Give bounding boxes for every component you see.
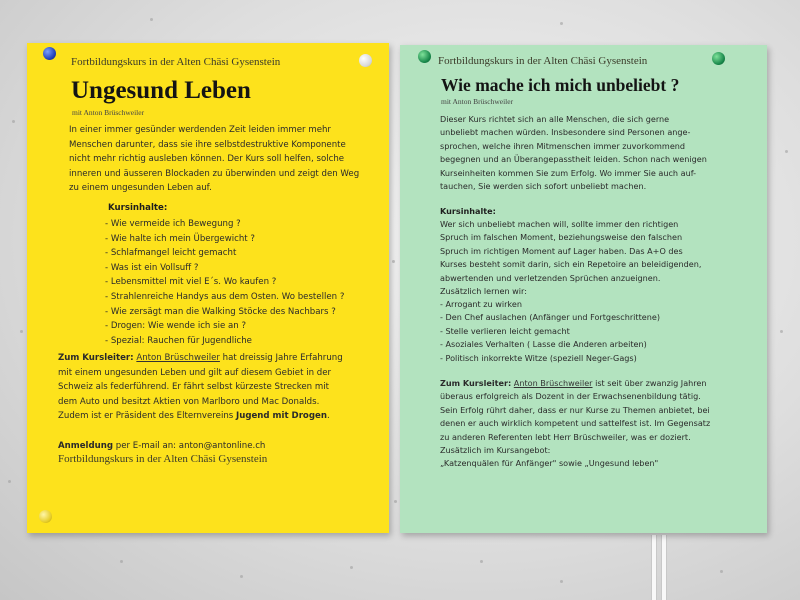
contents-list bbox=[440, 298, 660, 365]
leader-line: dem Auto und besitzt Aktien von Marlboro und Mac Donalds. bbox=[58, 396, 320, 407]
contents-line: Zusätzlich lernen wir: bbox=[440, 286, 527, 297]
leader-line: zu anderen Referenten lebt Herr Brüschweiler, was er doziert. bbox=[440, 431, 691, 442]
leader-line: denen er auch wirklich kompetent und sattelfest ist. Im Gegensatz bbox=[440, 418, 711, 429]
pushpin-icon bbox=[43, 47, 56, 60]
poster-author: mit Anton Brüschweiler bbox=[72, 108, 145, 117]
intro-paragraph bbox=[440, 113, 707, 193]
list-item: - Asoziales Verhalten ( Lasse die Anderen arbeiten) bbox=[440, 339, 647, 350]
intro-line: Kurseinheiten kommen Sie zum Erfolg. Wo immer Sie auch auf- bbox=[440, 167, 697, 178]
intro-line: nicht mehr richtig ausleben können. Der Kurs soll helfen, solche bbox=[69, 154, 345, 164]
leader-line: „Katzenquälen für Anfänger" sowie „Ungesund leben" bbox=[440, 458, 659, 469]
poster-title: Ungesund Leben bbox=[71, 77, 251, 104]
list-item: - Stelle verlieren leicht gemacht bbox=[440, 325, 570, 336]
list-item: - Spezial: Rauchen für Jugendliche bbox=[105, 335, 252, 346]
wall-speck bbox=[392, 260, 395, 263]
list-item: - Wie vermeide ich Bewegung ? bbox=[105, 219, 241, 229]
pushpin-icon bbox=[712, 52, 725, 65]
leader-line bbox=[58, 351, 343, 366]
wall-speck bbox=[12, 120, 15, 123]
wall-speck bbox=[480, 560, 483, 563]
signup-email: per E-mail an: anton@antonline.ch bbox=[115, 441, 266, 451]
cable bbox=[661, 535, 667, 600]
list-item: - Arrogant zu wirken bbox=[440, 299, 522, 309]
contents-line: Wer sich unbeliebt machen will, sollte immer den richtigen bbox=[440, 219, 679, 229]
signup-text bbox=[58, 439, 265, 454]
contents-line: Kurses besteht somit darin, sich ein Repetoire an beleidigenden, bbox=[440, 259, 702, 270]
leader-emphasis: Jugend mit Drogen bbox=[236, 411, 327, 421]
leader-line: mit einem ungesunden Leben und gilt auf diesem Gebiet in der bbox=[58, 367, 332, 378]
intro-line: Menschen darunter, dass sie ihre selbstdestruktive Komponente bbox=[69, 139, 346, 150]
list-item: - Lebensmittel mit viel E´s. Wo kaufen ? bbox=[105, 277, 277, 288]
poster-ungesund-leben bbox=[27, 43, 389, 533]
contents-line: Spruch im richtigen Moment auf Lager haben. Das A+O des bbox=[440, 245, 683, 256]
leader-line: Zusätzlich im Kursangebot: bbox=[440, 445, 551, 456]
intro-line: In einer immer gesünder werdenden Zeit leiden immer mehr bbox=[69, 125, 331, 135]
list-item: - Den Chef auslachen (Anfänger und Fortgeschrittene) bbox=[440, 312, 661, 323]
intro-line: zu einem ungesunden Leben auf. bbox=[69, 183, 212, 193]
poster-wie-mache-ich-mich-unbeliebt bbox=[400, 45, 767, 533]
signup-label: Anmeldung bbox=[58, 441, 114, 451]
list-item: - Politisch inkorrekte Witze (speziell Neger-Gags) bbox=[440, 352, 637, 363]
poster-footer: Fortbildungskurs in der Alten Chäsi Gysenstein bbox=[58, 453, 268, 465]
poster-header: Fortbildungskurs in der Alten Chäsi Gysenstein bbox=[438, 55, 648, 67]
wall-speck bbox=[780, 330, 783, 333]
wall-speck bbox=[240, 575, 243, 578]
list-item: - Strahlenreiche Handys aus dem Osten. Wo bestellen ? bbox=[105, 291, 345, 302]
leader-label: Zum Kursleiter: bbox=[440, 378, 512, 388]
wall-speck bbox=[350, 566, 353, 569]
contents-list bbox=[105, 217, 344, 348]
leader-line bbox=[440, 377, 710, 390]
wall-speck bbox=[394, 500, 397, 503]
poster-author: mit Anton Brüschweiler bbox=[441, 97, 514, 106]
list-item: - Drogen: Wie wende ich sie an ? bbox=[105, 321, 246, 332]
intro-line: tauchen, Sie werden sich sofort unbeliebt machen. bbox=[440, 181, 647, 192]
cable bbox=[651, 535, 657, 600]
contents-heading: Kursinhalte: bbox=[108, 203, 168, 213]
poster-title: Wie mache ich mich unbeliebt ? bbox=[441, 75, 680, 95]
intro-line: begegnen und an Überangepasstheit leiden. Schon nach wenigen bbox=[440, 154, 707, 165]
leader-paragraph bbox=[440, 377, 710, 471]
wall-speck bbox=[720, 570, 723, 573]
wall-speck bbox=[785, 150, 788, 153]
intro-paragraph bbox=[69, 123, 359, 196]
leader-line: überaus erfolgreich als Dozent in der Erwachsenenbildung tätig. bbox=[440, 391, 701, 402]
contents-line: abwertenden und verletzenden Sprüchen anzueignen. bbox=[440, 272, 661, 283]
pushpin-icon bbox=[39, 510, 52, 523]
intro-line: unbeliebt machen würden. Insbesondere sind Personen ange- bbox=[440, 127, 691, 138]
leader-text: hat dreissig Jahre Erfahrung bbox=[222, 353, 343, 363]
intro-line: sprochen, welche ihren Mitmenschen immer zuvorkommend bbox=[440, 140, 686, 151]
signup-line bbox=[58, 439, 265, 454]
wall-speck bbox=[8, 480, 11, 483]
contents-heading: Kursinhalte: bbox=[440, 206, 496, 216]
leader-text: Zudem ist er Präsident des Elternvereins bbox=[58, 411, 234, 421]
intro-line: inneren und äusseren Blockaden zu überwinden und zeigt den Weg bbox=[69, 168, 360, 179]
list-item: - Wie halte ich mein Übergewicht ? bbox=[105, 233, 255, 244]
wall-speck bbox=[20, 330, 23, 333]
wall-speck bbox=[560, 580, 563, 583]
intro-line: Dieser Kurs richtet sich an alle Menschen, die sich gerne bbox=[440, 114, 670, 124]
wall-speck bbox=[150, 18, 153, 21]
leader-text: ist seit über zwanzig Jahren bbox=[595, 378, 707, 388]
leader-label: Zum Kursleiter: bbox=[58, 353, 134, 363]
pushpin-icon bbox=[418, 50, 431, 63]
leader-text: . bbox=[326, 411, 330, 421]
list-item: - Was ist ein Vollsuff ? bbox=[105, 262, 199, 273]
leader-line: Schweiz als federführend. Er fährt selbst kürzeste Strecken mit bbox=[58, 382, 329, 392]
leader-line: Sein Erfolg rührt daher, dass er nur Kurse zu Themen anbietet, bei bbox=[440, 404, 710, 415]
leader-name: Anton Brüschweiler bbox=[513, 378, 593, 388]
pushpin-icon bbox=[359, 54, 372, 67]
wall-speck bbox=[560, 22, 563, 25]
list-item: - Schlafmangel leicht gemacht bbox=[105, 248, 237, 259]
contents-paragraph bbox=[440, 218, 701, 298]
wall-speck bbox=[120, 560, 123, 563]
contents-line: Spruch im falschen Moment, beziehungsweise den falschen bbox=[440, 232, 683, 243]
poster-header: Fortbildungskurs in der Alten Chäsi Gysenstein bbox=[71, 56, 281, 68]
leader-name: Anton Brüschweiler bbox=[136, 353, 220, 363]
leader-paragraph bbox=[58, 351, 343, 424]
leader-line bbox=[58, 409, 343, 424]
list-item: - Wie zersägt man die Walking Stöcke des Nachbars ? bbox=[105, 306, 336, 317]
